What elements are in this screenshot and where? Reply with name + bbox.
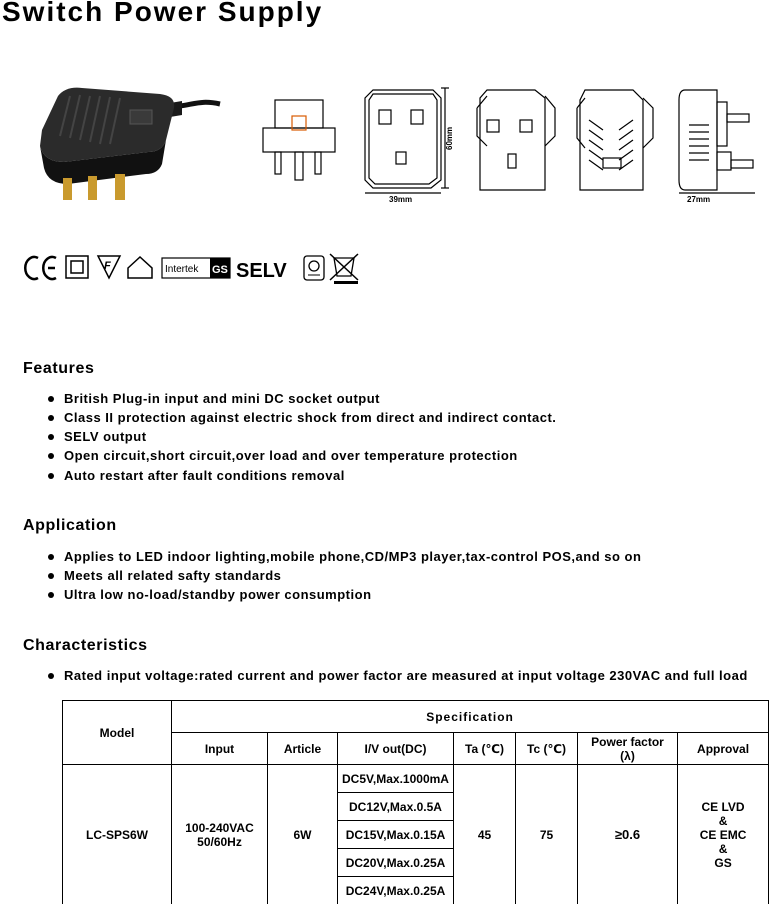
approval-line: CE EMC [699,827,747,842]
svg-text:Intertek: Intertek [165,264,199,275]
specification-table [62,700,769,904]
application-item: Applies to LED indoor lighting,mobile phone,CD/MP3 player,tax-control POS,and so on [48,549,641,564]
class-ii-icon [66,256,88,278]
output-cell: DC24V,Max.0.25A [338,877,454,904]
height-dimension-label: 60mm [445,126,454,150]
specification-header: Specification [172,701,769,733]
feature-item: Auto restart after fault conditions removal [48,468,556,483]
output-cell: DC12V,Max.0.5A [338,793,454,821]
application-heading: Application [23,517,117,534]
feature-item: Open circuit,short circuit,over load and over temperature protection [48,448,556,463]
iv-out-header: I/V out(DC) [338,733,454,765]
power-factor-symbol: (λ) [620,748,635,763]
thermal-fuse-icon [304,256,324,280]
tc-cell: 75 [516,765,578,904]
svg-text:GS: GS [212,264,228,276]
tc-header: Tc (℃) [516,733,578,765]
approval-line: & [718,841,728,856]
output-cell: DC20V,Max.0.25A [338,849,454,877]
article-cell: 6W [268,765,338,904]
input-cell [172,765,268,904]
feature-item: Class II protection against electric shock from direct and indirect contact. [48,410,556,425]
features-list [48,391,556,483]
dimension-drawings [255,80,755,210]
characteristics-heading: Characteristics [23,637,148,654]
house-icon [128,257,152,278]
features-heading: Features [23,360,95,377]
certification-marks [22,248,372,288]
article-header: Article [268,733,338,765]
ta-header: Ta (℃) [454,733,516,765]
approval-line: & [718,813,728,828]
feature-item: SELV output [48,429,556,444]
depth-dimension-label: 27mm [687,195,711,204]
input-frequency: 50/60Hz [197,834,242,849]
ta-cell: 45 [454,765,516,904]
power-factor-label: Power factor [591,734,664,749]
output-cell: DC15V,Max.0.15A [338,821,454,849]
application-list [48,549,641,602]
weee-bin-icon [330,254,358,284]
power-factor-header [578,733,678,765]
adapter-photo [30,78,230,208]
output-cell: DC5V,Max.1000mA [338,765,454,793]
power-factor-cell: ≥0.6 [578,765,678,904]
application-item: Meets all related safty standards [48,568,641,583]
model-header: Model [63,701,172,765]
width-dimension-label: 39mm [389,195,413,204]
characteristics-list [48,668,748,683]
model-cell: LC-SPS6W [63,765,172,904]
page-title: Switch Power Supply [2,0,324,27]
characteristics-note: Rated input voltage:rated current and power factor are measured at input voltage 230VAC and full load [48,668,748,683]
intertek-gs-icon [162,258,230,278]
input-voltage: 100-240VAC [185,820,254,835]
approval-line: GS [714,855,732,870]
approval-cell [678,765,769,904]
f-mark-icon [98,256,120,278]
feature-item: British Plug-in input and mini DC socket output [48,391,556,406]
selv-mark-icon: SELV [236,260,287,282]
application-item: Ultra low no-load/standby power consumption [48,587,641,602]
approval-header: Approval [678,733,769,765]
svg-text:F: F [104,260,111,272]
approval-line: CE LVD [701,799,745,814]
ce-mark-icon [25,257,56,279]
input-header: Input [172,733,268,765]
